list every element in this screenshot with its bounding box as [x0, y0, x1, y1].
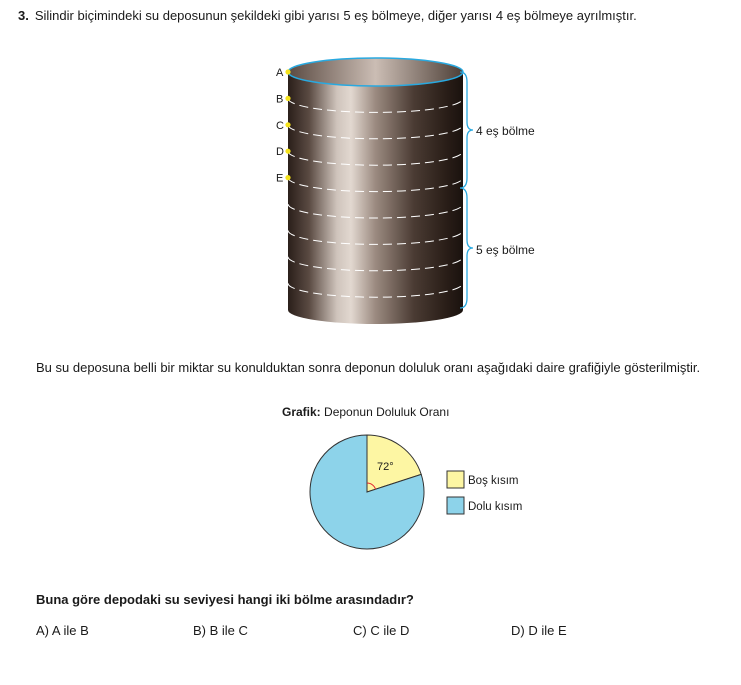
point-label-b: B — [276, 93, 284, 106]
angle-label: 72° — [377, 461, 394, 473]
option-a[interactable] — [36, 623, 89, 638]
option-c-letter: C) — [353, 623, 367, 638]
option-d-letter: D) — [511, 623, 525, 638]
point-label-a: A — [276, 67, 284, 79]
point-marker-a — [285, 69, 290, 74]
option-a-text: A ile B — [51, 623, 89, 638]
chart-title — [282, 405, 449, 419]
cylinder-body — [288, 72, 463, 310]
option-b[interactable] — [193, 623, 248, 638]
description-paragraph: Bu su deposuna belli bir miktar su konulduktan sonra deponun doluluk oranı aşağıdaki daire grafiğiyle gösterilmiştir. — [36, 360, 701, 375]
chart-title-prefix: Grafik: — [282, 405, 321, 419]
option-c-text: C ile D — [370, 623, 410, 638]
question-number: 3. — [18, 8, 29, 23]
point-label-c: C — [276, 119, 284, 132]
legend-swatch-1 — [447, 497, 464, 514]
point-marker-e — [285, 175, 290, 180]
legend-label-1: Dolu kısım — [468, 501, 523, 513]
question-prompt: Buna göre depodaki su seviyesi hangi iki bölme arasındadır? — [36, 592, 414, 607]
point-label-d: D — [276, 146, 284, 159]
cylinder-top — [288, 58, 463, 86]
option-b-text: B ile C — [209, 623, 248, 638]
point-marker-c — [285, 122, 290, 127]
legend-label-0: Boş kısım — [468, 475, 519, 487]
pie-chart — [300, 425, 560, 560]
chart-title-text: Deponun Doluluk Oranı — [324, 405, 450, 419]
point-marker-b — [285, 96, 290, 101]
option-b-letter: B) — [193, 623, 206, 638]
cylinder-bottom — [288, 296, 463, 324]
upper-brace-label: 4 eş bölme — [476, 124, 535, 138]
option-a-letter: A) — [36, 623, 49, 638]
option-d-text: D ile E — [528, 623, 567, 638]
lower-brace-label: 5 eş bölme — [476, 243, 535, 257]
option-d[interactable] — [511, 623, 567, 638]
option-c[interactable] — [353, 623, 409, 638]
point-label-e: E — [276, 172, 284, 185]
point-marker-d — [285, 149, 290, 154]
question-text: Silindir biçimindeki su deposunun şekildeki gibi yarısı 5 eş bölmeye, diğer yarısı 4 eş bölmeye ayrılmıştır. — [34, 8, 637, 23]
legend-swatch-0 — [447, 471, 464, 488]
